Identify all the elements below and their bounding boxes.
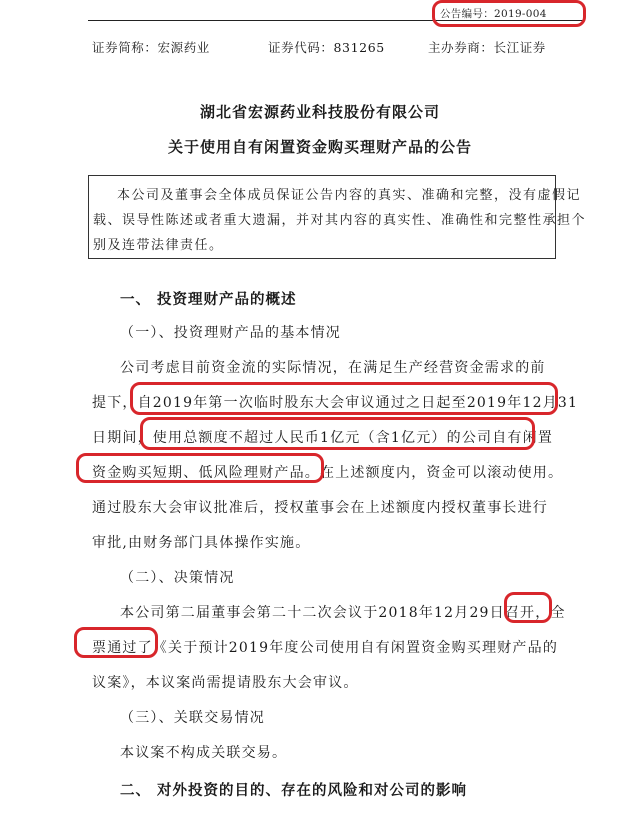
paragraph-line: 公司考虑目前资金流的实际情况，在满足生产经营资金需求的前 — [120, 360, 546, 376]
sponsor-broker: 主办券商：长江证券 — [428, 40, 546, 55]
paragraph-line: 日期间，使用总额度不超过人民币1亿元（含1亿元）的公司自有闲置 — [92, 430, 554, 446]
paragraph-line: 审批,由财务部门具体操作实施。 — [92, 535, 311, 551]
securities-abbr: 证券简称：宏源药业 — [92, 40, 210, 55]
highlight-unanimous-1 — [504, 592, 552, 623]
highlight-date-range — [130, 382, 558, 415]
securities-code: 证券代码：831265 — [268, 40, 385, 55]
section-heading-1: 一、 投资理财产品的概述 — [120, 291, 297, 308]
paragraph-line: 通过股东大会审议批准后，授权董事会在上述额度内授权董事长进行 — [92, 500, 548, 516]
disclaimer-line: 载、误导性陈述或者重大遗漏，并对其内容的真实性、准确性和完整性承担个 — [93, 213, 587, 228]
document-title: 关于使用自有闲置资金购买理财产品的公告 — [167, 138, 472, 156]
highlight-notice-number — [432, 0, 586, 27]
highlight-unanimous-2 — [74, 627, 158, 658]
paragraph-line: 票通过了《关于预计2019年度公司使用自有闲置资金购买理财产品的 — [92, 640, 559, 656]
notice-number: 公告编号：2019-004 — [440, 8, 547, 20]
company-name: 湖北省宏源药业科技股份有限公司 — [199, 103, 440, 121]
section-heading-2: 二、 对外投资的目的、存在的风险和对公司的影响 — [120, 782, 468, 799]
disclaimer-line: 别及连带法律责任。 — [93, 238, 224, 253]
subsection-heading: （二）、决策情况 — [120, 570, 235, 586]
paragraph-line: 资金购买短期、低风险理财产品。在上述额度内，资金可以滚动使用。 — [92, 465, 564, 481]
subsection-heading: （一）、投资理财产品的基本情况 — [120, 325, 341, 341]
paragraph-line: 本议案不构成关联交易。 — [120, 745, 288, 761]
subsection-heading: （三）、关联交易情况 — [120, 710, 265, 726]
disclaimer-line: 本公司及董事会全体成员保证公告内容的真实、准确和完整，没有虚假记 — [117, 188, 582, 203]
paragraph-line: 提下，自2019年第一次临时股东大会审议通过之日起至2019年12月31 — [92, 395, 579, 411]
paragraph-line: 议案》，本议案尚需提请股东大会审议。 — [92, 675, 359, 691]
disclaimer-box — [88, 175, 587, 259]
paragraph-line: 本公司第二届董事会第二十二次会议于2018年12月29日召开，全 — [120, 605, 566, 621]
highlight-purpose — [76, 453, 324, 483]
highlight-amount-line — [140, 417, 535, 450]
